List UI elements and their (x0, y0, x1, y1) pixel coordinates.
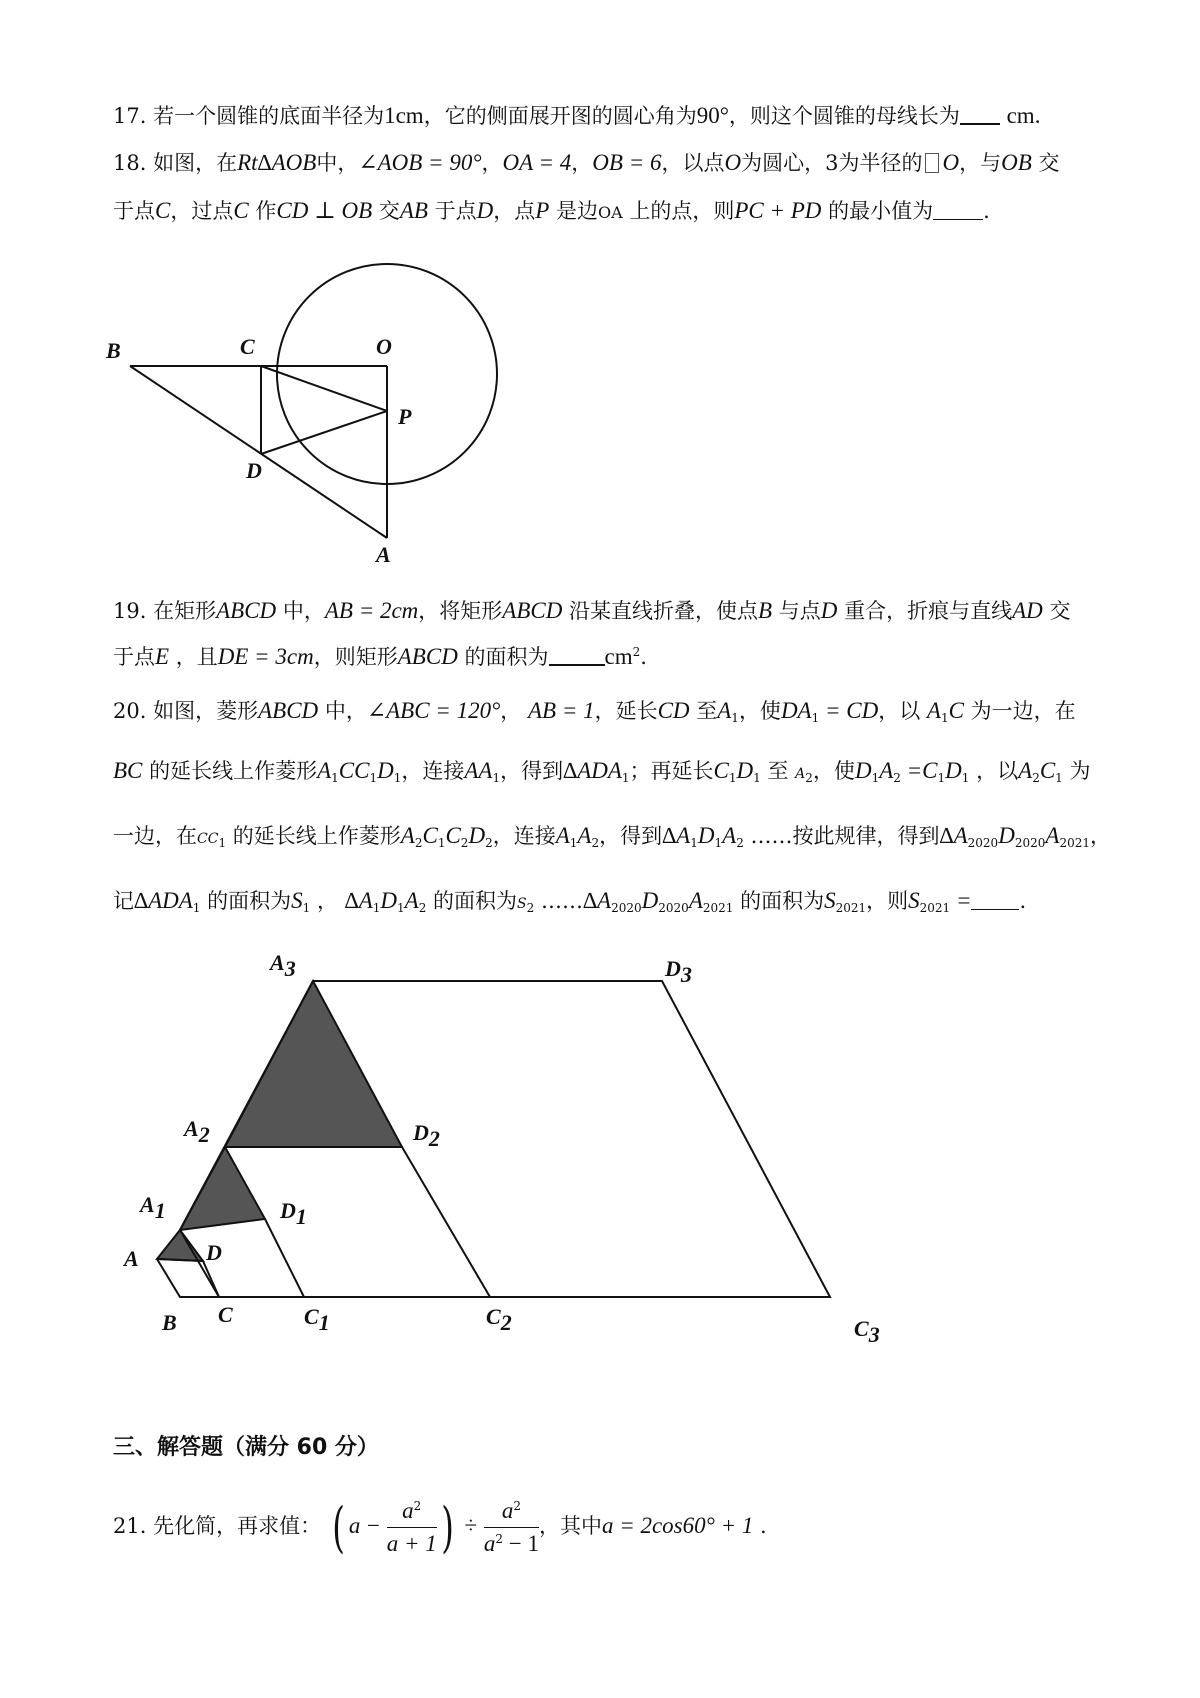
label-d3: D3 (665, 956, 692, 987)
label-d: D (246, 458, 262, 483)
label-b: B (106, 338, 121, 363)
label-c: C (240, 334, 255, 359)
answer-blank-20 (971, 889, 1019, 910)
label-a: A (124, 1246, 139, 1271)
label-a2: A2 (184, 1116, 210, 1147)
label-a: A (376, 542, 391, 567)
question-20-line-1: 20. 如图，菱形ABCD 中，∠ABC = 120°， AB = 1，延长CD 至$A_1$，使$DA_1$ = CD，以 $A_1C$ 为一边，在 (113, 698, 1076, 725)
answer-blank-19 (549, 644, 605, 666)
shaded-triangle-a2d2a3 (225, 981, 402, 1147)
label-b: B (162, 1310, 177, 1335)
question-21: 21. 先化简，再求值： ( a − $\frac{a^2}{a + 1}$ ) ÷ $\frac{a^2}{a^2 - 1}$ ，其中a = 2cos60° + 1 . (113, 1495, 767, 1559)
figure-q18 (106, 334, 510, 567)
shaded-triangle-a1d1a2 (180, 1147, 265, 1230)
answer-blank-18 (933, 199, 983, 220)
section-heading: 三、解答题（满分 60 分） (113, 1435, 379, 1460)
label-d: D (206, 1240, 222, 1265)
segment-ba (130, 366, 387, 538)
label-c2: C2 (486, 1304, 512, 1335)
question-18-line-1: 18. 如图，在Rt∆AOB中，∠AOB = 90°，OA = 4，OB = 6，以点O为圆心，3为半径的 O，与OB 交 (113, 150, 1060, 175)
question-19-line-2: 于点E ，且DE = 3cm，则矩形ABCD 的面积为 $cm^2$. (113, 644, 647, 669)
label-a1: A1 (140, 1192, 166, 1223)
left-paren: ( (331, 1495, 345, 1559)
figure-q20 (110, 940, 910, 1360)
right-paren: ) (440, 1495, 454, 1559)
label-c1: C1 (304, 1304, 330, 1335)
label-p: P (398, 404, 412, 429)
question-18-line-2: 于点C，过点C 作CD ⊥ OB 交AB 于点D，点P 是边OA 上的点，则PC + PD 的最小值为 . (113, 198, 990, 223)
fraction-2: $\frac{a^2}{a^2 - 1}$ (483, 1498, 539, 1556)
answer-blank-17 (960, 103, 1000, 125)
question-19-line-1: 19. 在矩形ABCD 中，AB = 2cm，将矩形ABCD 沿某直线折叠，使点B 与点D 重合，折痕与直线AD 交 (113, 598, 1071, 623)
fraction-1: $\frac{a^2}{a + 1}$ (386, 1498, 437, 1556)
question-17: 17. 若一个圆锥的底面半径为1cm，它的侧面展开图的圆心角为90°，则这个圆锥的母线长为 cm. (113, 103, 1041, 128)
segment-dp (261, 411, 387, 454)
label-c: C (218, 1302, 233, 1327)
question-20-line-3: 一边，在$CC_1$ 的延长线上作菱形$A_2C_1C_2D_2$，连接$A_1A_2$，得到$\Delta A_1D_1A_2$ ……按此规律，得到$\Delta A_{2020}D_{2020}A_{2021}$， (113, 823, 1111, 850)
label-d1: D1 (280, 1198, 307, 1229)
label-c3: C3 (854, 1316, 880, 1347)
segment-cp (261, 366, 387, 411)
label-a3: A3 (270, 950, 296, 981)
question-20-line-4: 记$\Delta ADA_1$ 的面积为$S_1$ ， $\Delta A_1D_1A_2$ 的面积为$S_2$ $\dots\dots\Delta A_{2020}D_{2020}A_{2021}$ 的面积为$S_{2021}$，则$S_{2021}$ = . (113, 888, 1027, 915)
question-20-line-2: BC 的延长线上作菱形$A_1CC_1D_1$，连接$AA_1$，得到$\Delta ADA_1$；再延长$C_1D_1$ 至 $A_2$，使$D_1A_2 =C_1D_1$ ，以$A_2C_1$ 为 (113, 758, 1091, 785)
label-d2: D2 (413, 1120, 440, 1151)
missing-glyph-box (925, 153, 939, 173)
rhombus-a2c1c2d2 (225, 1147, 490, 1297)
label-o: O (376, 334, 392, 359)
